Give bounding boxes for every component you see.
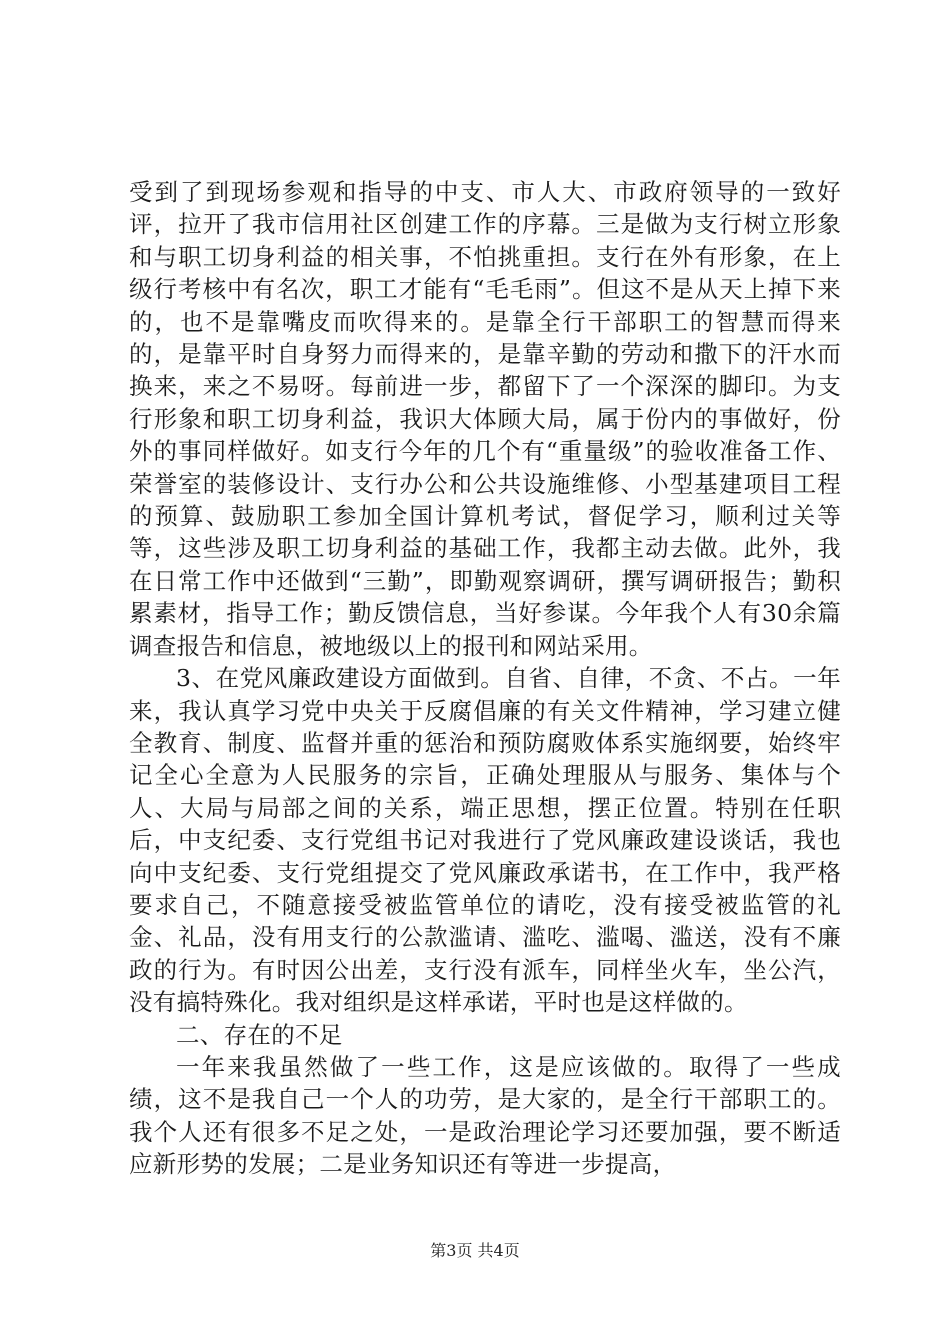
paragraph-integrity: 3、在党风廉政建设方面做到。自省、自律，不贪、不占。一年来，我认真学习党中央关于反腐倡廉的有关文件精神，学习建立健全教育、制度、监督并重的惩治和预防腐败体系实施纲要，始终牢记全心全意为人民服务的宗旨，正确处理服从与服务、集体与个人、大局与局部之间的关系，端正思想，摆正位置。特别在任职后，中支纪委、支行党组书记对我进行了党风廉政建设谈话，我也向中支纪委、支行党组提交了党风廉政承诺书，在工作中，我严格要求自己，不随意接受被监管单位的请吃，没有接受被监管的礼金、礼品，没有用支行的公款滥请、滥吃、滥喝、滥送，没有不廉政的行为。有时因公出差，支行没有派车，同样坐火车，坐公汽，没有搞特殊化。我对组织是这样承诺，平时也是这样做的。	[129, 664, 841, 1017]
paragraph-continuation: 受到了到现场参观和指导的中支、市人大、市政府领导的一致好评，拉开了我市信用社区创建工作的序幕。三是做为支行树立形象和与职工切身利益的相关事，不怕挑重担。支行在外有形象，在上级行考核中有名次，职工才能有“毛毛雨”。但这不是从天上掉下来的，也不是靠嘴皮而吹得来的。是靠全行干部职工的智慧而得来的，是靠平时自身努力而得来的，是靠辛勤的劳动和撒下的汗水而换来，来之不易呀。每前进一步，都留下了一个深深的脚印。为支行形象和职工切身利益，我识大体顾大局，属于份内的事做好，份外的事同样做好。如支行今年的几个有“重量级”的验收准备工作、荣誉室的装修设计、支行办公和公共设施维修、小型基建项目工程的预算、鼓励职工参加全国计算机考试，督促学习，顺利过关等等，这些涉及职工切身利益的基础工作，我都主动去做。此外，我在日常工作中还做到“三勤”，即勤观察调研，撰写调研报告；勤积累素材，指导工作；勤反馈信息，当好参谋。今年我个人有30余篇调查报告和信息，被地级以上的报刊和网站采用。	[129, 178, 841, 660]
paragraph-shortcomings: 一年来我虽然做了一些工作，这是应该做的。取得了一些成绩，这不是我自己一个人的功劳，是大家的，是全行干部职工的。我个人还有很多不足之处，一是政治理论学习还要加强，要不断适应新形势的发展；二是业务知识还有等进一步提高，	[129, 1052, 841, 1179]
document-body	[129, 176, 841, 1181]
page-footer: 第3页 共4页	[430, 1241, 520, 1260]
section-heading-shortcomings: 二、存在的不足	[176, 1020, 343, 1049]
